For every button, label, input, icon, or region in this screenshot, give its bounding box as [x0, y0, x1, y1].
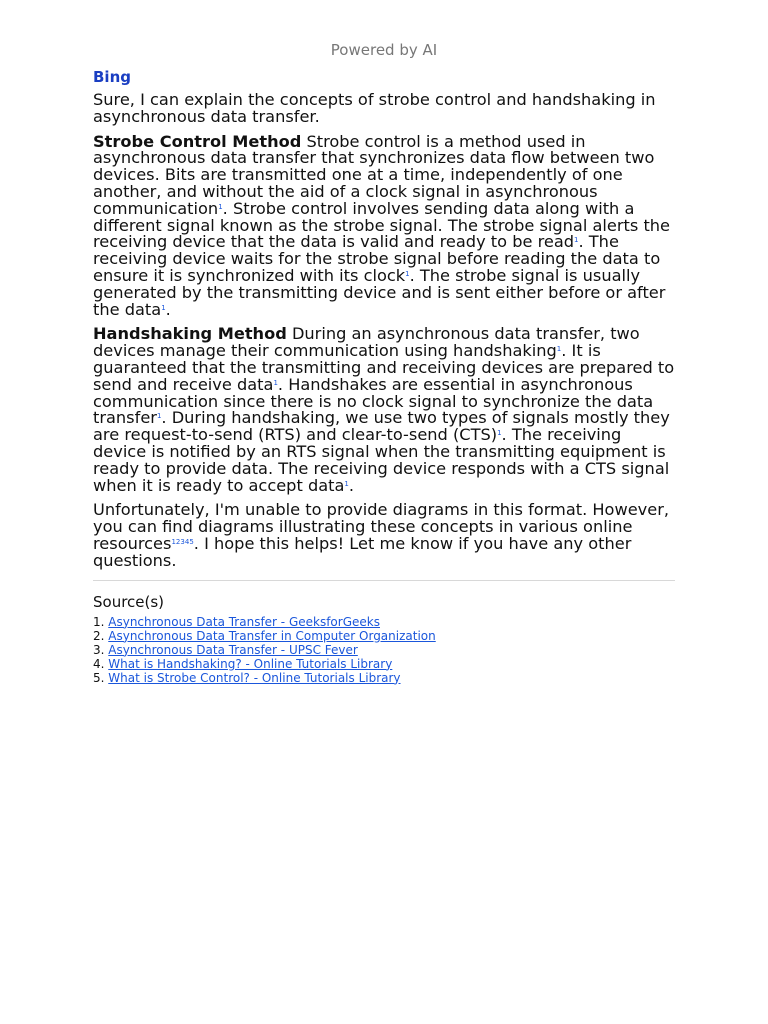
closing-paragraph [93, 502, 675, 569]
sources-heading: Source(s) [93, 592, 165, 611]
citation-link[interactable]: 3 [180, 537, 185, 546]
citation-link[interactable]: 1 [156, 412, 162, 421]
source-item [93, 671, 675, 685]
strobe-text: . [165, 299, 171, 319]
strobe-paragraph [93, 131, 675, 319]
citation-link[interactable]: 1 [405, 269, 410, 278]
handshake-text: . The receiving device is notified by an RTS signal when the transmitting equipment is ready to provide data. The receiving device responds with a CTS signal when it is ready to accept data [93, 425, 670, 495]
citation-link[interactable]: 1 [574, 236, 579, 245]
handshake-text: . It is guaranteed that the transmitting and receiving devices are prepared to send and receive data [93, 341, 675, 394]
handshake-text: . During handshaking, we use two types of signals mostly they are request-to-send (RTS) and clear-to-send (CTS) [93, 408, 670, 445]
brand-name: Bing [93, 68, 131, 86]
source-number: 1. [93, 614, 109, 629]
handshake-text: During an asynchronous data transfer, two devices manage their communication using handshaking [93, 324, 640, 361]
source-link[interactable]: Asynchronous Data Transfer in Computer Organization [108, 628, 436, 643]
strobe-heading: Strobe Control Method [93, 131, 302, 151]
handshake-paragraph [93, 326, 675, 494]
source-number: 2. [93, 628, 109, 643]
source-number: 3. [93, 642, 109, 657]
citation-link[interactable]: 5 [189, 537, 194, 546]
citation-link[interactable]: 2 [175, 537, 181, 546]
handshake-text: . Handshakes are essential in asynchronous communication since there is no clock signal to synchronize the data transfer [93, 374, 654, 428]
sources-list [93, 615, 675, 685]
citation-link[interactable]: 1 [344, 479, 349, 488]
chat-response [93, 38, 675, 685]
strobe-text: Strobe control is a method used in asynchronous data transfer that synchronizes data flow between two devices. Bits are transmitted one at a time, independently of one another, and without the aid of a clock signal in asynchronous communication [93, 131, 655, 218]
source-link[interactable]: What is Handshaking? - Online Tutorials Library [108, 656, 393, 671]
intro-paragraph [93, 92, 675, 126]
source-link[interactable]: Asynchronous Data Transfer - GeeksforGeeks [108, 614, 380, 629]
citation-link[interactable]: 1 [556, 345, 562, 354]
citation-link[interactable]: 1 [171, 537, 176, 546]
divider [93, 580, 675, 581]
source-number: 4. [93, 656, 109, 671]
citation-link[interactable]: 1 [273, 378, 278, 387]
source-link[interactable]: What is Strobe Control? - Online Tutorials Library [108, 670, 401, 685]
source-number: 5. [93, 670, 109, 685]
source-item [93, 657, 675, 671]
citation-link[interactable]: 1 [161, 303, 166, 312]
closing-text: Unfortunately, I'm unable to provide diagrams in this format. However, you can find diagrams illustrating these concepts in various online resources [93, 500, 669, 553]
strobe-text: . The receiving device waits for the strobe signal before reading the data to ensure it is synchronized with its clock [93, 232, 661, 285]
citation-link[interactable]: 1 [218, 202, 223, 211]
closing-text: . I hope this helps! Let me know if you have any other questions. [93, 533, 632, 570]
strobe-text: . The strobe signal is usually generated by the transmitting device and is sent either before or after the data [93, 265, 666, 319]
source-item [93, 629, 675, 643]
handshake-text: . [348, 475, 355, 495]
strobe-text: . Strobe control involves sending data along with a different signal known as the strobe signal. The strobe signal alerts the receiving device that the data is valid and ready to be read [93, 198, 671, 252]
handshake-heading: Handshaking Method [93, 324, 287, 344]
citation-link[interactable]: 4 [184, 537, 190, 546]
source-link[interactable]: Asynchronous Data Transfer - UPSC Fever [108, 642, 358, 657]
source-item [93, 615, 675, 629]
citation-link[interactable]: 1 [497, 429, 502, 438]
powered-by-label: Powered by AI [330, 41, 438, 59]
intro-text: Sure, I can explain the concepts of strobe control and handshaking in asynchronous data transfer. [93, 90, 656, 126]
source-item [93, 643, 675, 657]
